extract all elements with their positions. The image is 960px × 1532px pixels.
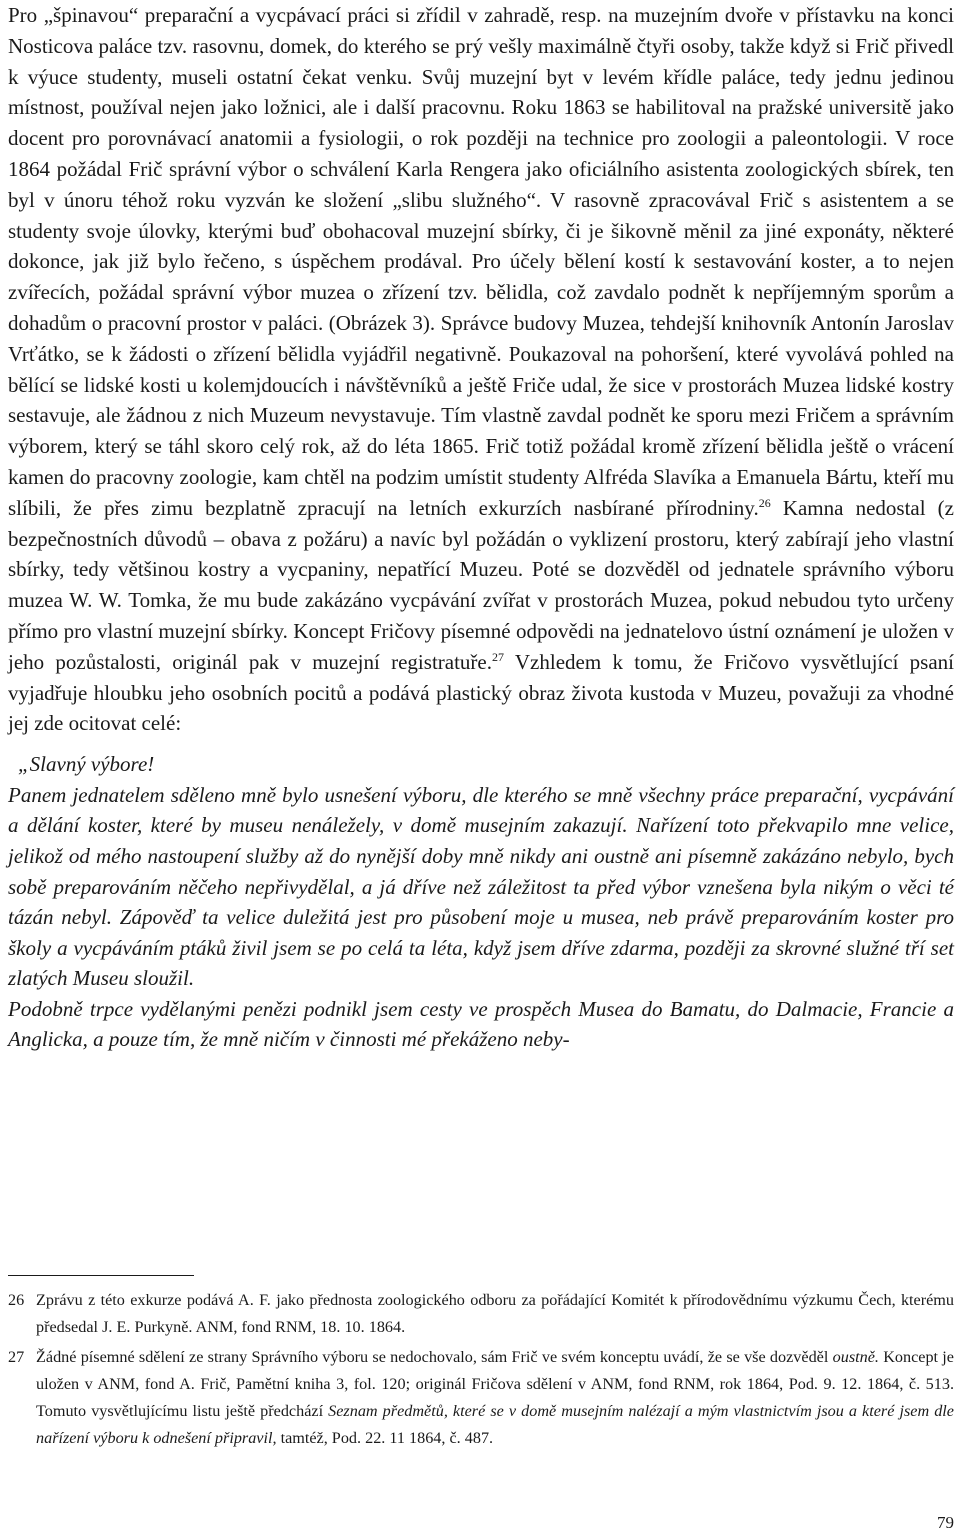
footnote-number: 26 — [8, 1291, 25, 1309]
footnote-ref-27[interactable]: 27 — [492, 649, 504, 664]
footnote-26 — [8, 1287, 954, 1341]
quote-salutation: „Slavný výbore! — [18, 752, 155, 777]
page-content — [8, 0, 954, 1055]
footnote-text-italic-1: oustně. — [832, 1348, 879, 1366]
footnote-number: 27 — [8, 1348, 25, 1366]
main-paragraph-part-1: Pro „špinavou“ preparační a vycpávací práci si zřídil v zahradě, resp. na muzejním dvoře v přístavku na konci Nosticova paláce tzv. rasovnu, domek, do kterého se prý vešly maximálně čtyři osoby, takže když si Frič přivedl k výuce studenty, museli ostatní čekat venku. Svůj muzejní byt v levém křídle paláce, tedy jednu jedinou místnost, používal nejen jako ložnici, ale i další pracovnu. Roku 1863 se habilitoval na pražské universitě jako docent pro porovnávací anatomii a fysiologii, o rok později na technice pro zoologii a paleontologii. V roce 1864 požádal Frič správní výbor o schválení Karla Rengera jako oficiálního asistenta zoologických sbírek, ten byl v únoru téhož roku vyzván ke složení „slibu služného“. V rasovně zpracovával Frič s asistentem a se studenty svoje úlovky, kterými buď obohacoval muzejní sbírky, či je šikovně měnil za jiné exponáty, některé dokonce, jak již bylo řečeno, s úspěchem prodával. Pro účely bělení kostí k sestavování koster, a to nejen zvířecích, požádal správní výbor muzea o zřízení tzv. bělidla, což zavdalo podnět k nepříjemným sporům a dohadům o pracovní prostor v paláci. (Obrázek 3). Správce budovy Muzea, tehdejší knihovník Antonín Jaroslav Vrťátko, se k žádosti o zřízení bělidla vyjádřil negativně. Poukazoval na pohoršení, které vyvolává pohled na bělící se lidské kosti u kolemjdoucích i návštěvníků a ještě Friče udal, že sice v prostorách Muzea lidské kostry sestavuje, ale žádnou z nich Muzeum nevystavuje. Tím vlastně zavdal podnět ke sporu mezi Fričem a správním výborem, který se táhl skoro celý rok, až do léta 1865. Frič totiž požádal kromě zřízení bělidla ještě o vrácení kamen do pracovny zoologie, kam chtěl na podzim umístit studenty Alfréda Slavíka a Emanuela Bártu, kteří mu slíbili, že přes zimu bezplatně zpracují na letních exkurzích nasbírané přírodniny. — [8, 3, 954, 520]
main-paragraph — [8, 0, 954, 739]
page-number: 79 — [937, 1513, 954, 1532]
footnote-text — [36, 1344, 954, 1452]
footnotes — [8, 1287, 954, 1455]
footnote-divider — [8, 1275, 194, 1276]
footnote-27 — [8, 1344, 954, 1452]
footnote-text-part-3: tamtéž, Pod. 22. 11 1864, č. 487. — [276, 1429, 494, 1447]
main-paragraph-part-3: Vzhledem k tomu, že Fričovo vysvětlující psaní vyjadřuje hloubku jeho osobních pocitů a podává plastický obraz života kustoda v Muzeu, považuji za vhodné jej zde ocitovat celé: — [8, 649, 954, 736]
block-quote — [8, 749, 954, 1055]
footnote-text: Zprávu z této exkurze podává A. F. jako přednosta zoologického odboru za pořádající Komitét k přírodovědnímu výzkumu Čech, kterému předsedal J. E. Purkyně. ANM, fond RNM, 18. 10. 1864. — [36, 1291, 954, 1336]
quote-paragraph-1: Panem jednatelem sděleno mně bylo usnešení výboru, dle kterého se mně všechny práce preparační, vycpávání a dělání koster, které by museu nenáležely, v domě musejním zakazují. Nařízení toto překvapilo mne velice, jelikož od mého nastoupení služby až do nynější doby mně nikdy ani oustně ani písemně zakázáno nebylo, bych sobě preparováním něčeho nepřivydělal, a já dříve než záležitost ta před výbor vznešena byla nikým o věci té tázán nebyl. Zápověď ta velice duležitá jest pro působení moje u musea, neb právě preparováním koster pro školy a vycpáváním ptáků živil jsem se po celá ta léta, když jsem dříve zdarma, později za skrovné služné tří set zlatých Museu sloužil. — [8, 782, 954, 991]
main-paragraph-part-2: Kamna nedostal (z bezpečnostních důvodů – obava z požáru) a navíc byl požádán o vyklizení prostoru, který zabírají jeho vlastní sbírky, tedy většinou kostry a vycpaniny, nepatřící Muzeu. Poté se dozvěděl od jednatele správního výboru muzea W. W. Tomka, že mu bude zakázáno vycpávání zvířat v prostorách Muzea, pokud nebudou tyto určeny přímo pro vlastní muzejní sbírky. Koncept Fričovy písemné odpovědi na jednatelovo ústní oznámení je uložen v jeho pozůstalosti, originál pak v muzejní registratuře. — [8, 495, 954, 674]
footnote-text-part-2: Koncept je uložen v ANM, fond A. Frič, Pamětní kniha 3, fol. 120; originál Fričova sdělení v ANM, fond RNM, rok 1864, Pod. 9. 12. 1864, č. 513. Tomuto vysvětlujícímu listu ještě předchází — [36, 1348, 954, 1420]
footnote-text-part-1: Žádné písemné sdělení ze strany Správního výboru se nedochovalo, sám Frič ve svém konceptu uvádí, že se vše dozvěděl — [36, 1348, 833, 1366]
footnote-ref-26[interactable]: 26 — [758, 495, 771, 510]
quote-paragraph-2: Podobně trpce vydělanými penězi podnikl jsem cesty ve prospěch Musea do Bamatu, do Dalmacie, Francie a Anglicka, a pouze tím, že mně ničím v činnosti mé překáženo neby- — [8, 996, 954, 1052]
footnote-text-italic-2: Seznam předmětů, které se v domě musejním nalézají a mým vlastnictvím jsou a které jsem dle nařízení výboru k odnešení připravil, — [36, 1402, 954, 1447]
